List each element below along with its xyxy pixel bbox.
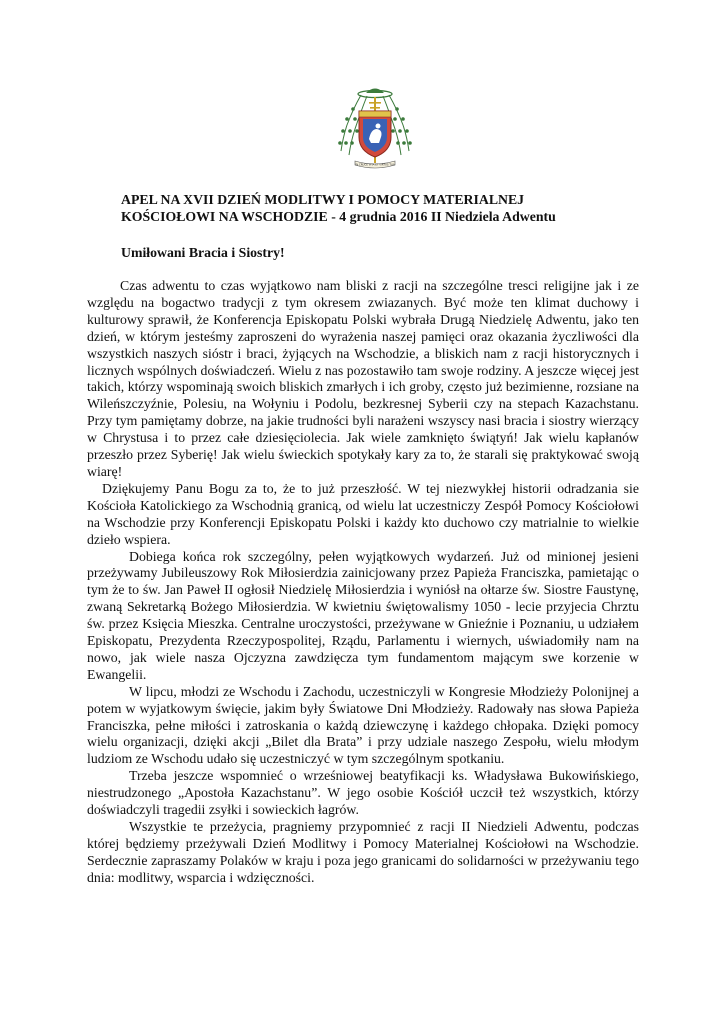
title-line-2: KOŚCIOŁOWI NA WSCHODZIE - 4 grudnia 2016 II Niedziela Adwentu <box>121 209 556 224</box>
title-line-1: APEL NA XVII DZIEŃ MODLITWY I POMOCY MATERIALNEJ <box>121 192 525 207</box>
episcopal-coat-of-arms <box>333 85 417 171</box>
paragraph: W lipcu, młodzi ze Wschodu i Zachodu, uczestniczyli w Kongresie Młodzieży Polonijnej a potem w wyjatkowym święcie, jakim były Światowe Dni Młodzieży. Radowały nas słowa Papieża Franciszka, pełne miłości i zatroskania o każdą dziewczynę i każdego chłopaka. Dzięki pomocy wielu organizacji, dzięki akcji „Bilet dla Brata” i przy udziale naszego Zespołu, wielu młodym ludziom ze Wschodu udało się uczestniczyć w tym szczególnym spotkaniu. <box>87 683 639 767</box>
svg-text:IN CRUCE VITA ET VIRTUS TUA: IN CRUCE VITA ET VIRTUS TUA <box>355 163 395 167</box>
paragraph: Dobiega końca rok szczególny, pełen wyjątkowych wydarzeń. Już od minionej jesieni przeżywamy Jubileuszowy Rok Miłosierdzia zainicjowany przez Papieża Franciszka, pamietając o tym że to św. Jan Paweł II ogłosił Niedzielę Miłosierdzia i wyniósł na ołtarze św. Siostre Faustynę, zwaną Sekretarką Bożego Miłosierdzia. W kwietniu świętowalismy 1050 - lecie przyjecia Chrztu św. przez Księcia Mieszka. Centralne uroczystości, przeżywane w Gnieźnie i Poznaniu, u udziałem Episkopatu, Prezydenta Rzeczypospolitej, Rządu, Parlamentu i wiernych, uświadomiły nam na nowo, jak wiele nasza Ojczyzna zawdzięcza tym fundamentom mającym swe korzenie w Ewangelii. <box>87 548 639 682</box>
paragraph: Dziękujemy Panu Bogu za to, że to już przeszłość. W tej niezwykłej historii odradzania sie Kościoła Katolickiego za Wschodnią granicą, od wielu lat uczestniczy Zespół Pomocy Kościołowi na Wschodzie przy Konferencji Episkopatu Polski i każdy kto duchowo czy matrialnie to wielkie dzieło wspiera. <box>87 480 639 547</box>
paragraph: Czas adwentu to czas wyjątkowo nam bliski z racji na szczególne tresci religijne jak i ze względu na bogactwo tradycji z tym okresem zwiazanych. Być może ten klimat duchowy i kulturowy sprawił, że Konferencja Episkopatu Polski wybrała Drugą Niedzielę Adwentu, jako ten dzień, w którym jesteśmy zaproszeni do wyrażenia naszej pamięci oraz okazania życzliwości dla wszystkich naszych sióstr i braci, żyjących na Wschodzie, a bliskich nam z racji historycznych i licznych wspólnych doświadczeń. Wielu z nas pozostawiło tam swoje rodziny. A jeszcze więcej jest takich, którzy wspominają swoich bliskich zmarłych i ich groby, często już bezimienne, rozsiane na Wileńszczyźnie, Polesiu, na Wołyniu i Podolu, bezkresnej Syberii czy na stepach Kazachstanu. Przy tym pamiętamy dobrze, na jakie trudności byli narażeni wszyscy nasi bracia i siostry wierzący w Chrystusa i to przez całe dziesięciolecia. Jak wiele zamknięto świątyń! Jak wielu kapłanów przeszło przez Syberię! Jak wielu świeckich spotykały kary za to, że starali się praktykować swoją wiarę! <box>87 278 639 479</box>
letter-body <box>87 278 639 887</box>
paragraph: Wszystkie te przeżycia, pragniemy przypomnieć z racji II Niedzieli Adwentu, podczas której będziemy przeżywali Dzień Modlitwy i Pomocy Materialnej Kościołowi na Wschodzie. Serdecznie zapraszamy Polaków w kraju i poza jego granicami do solidarności w przeżywaniu tego dnia: modlitwy, wsparcia i wdzięczności. <box>87 819 639 885</box>
appeal-title <box>121 191 641 225</box>
paragraph: Trzeba jeszcze wspomnieć o wrześniowej beatyfikacji ks. Władysława Bukowińskiego, niestrudzonego „Apostoła Kazachstanu”. W jego osobie Kościół uczcił też wszystkich, którzy doświadczyli tragedii zsyłki i sowieckich łagrów. <box>87 768 639 818</box>
greeting: Umiłowani Bracia i Siostry! <box>121 245 285 260</box>
